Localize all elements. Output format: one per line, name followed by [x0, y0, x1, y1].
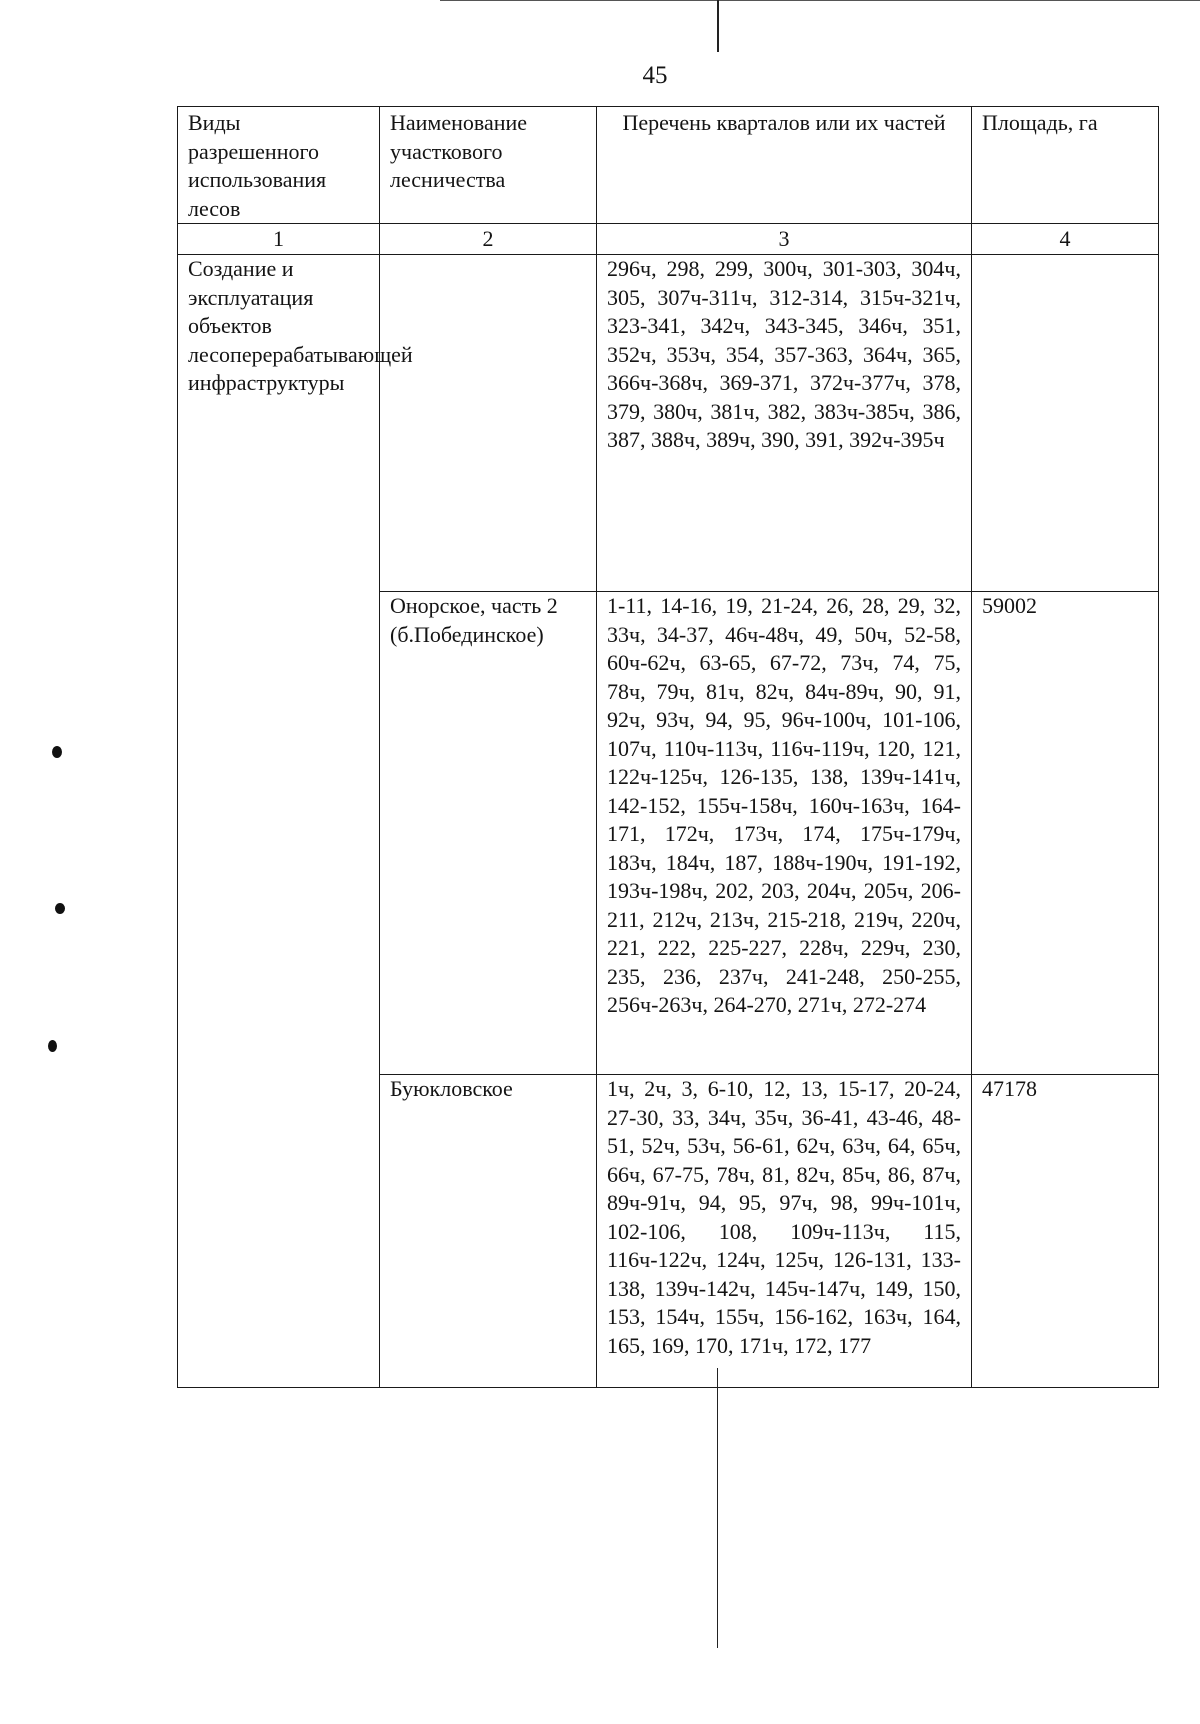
- header-use-type: Виды разрешенного использования лесов: [178, 107, 380, 224]
- header-area: Площадь, га: [972, 107, 1159, 224]
- forestry-cell: [380, 255, 597, 592]
- area-cell: [972, 255, 1159, 592]
- table-row: [178, 255, 1159, 592]
- use-type-cell: Создание и эксплуатация объектов лесоперерабатывающей инфраструктуры: [178, 255, 380, 1388]
- column-number-4: 4: [972, 224, 1159, 255]
- header-quarters: Перечень кварталов или их частей: [597, 107, 972, 224]
- quarters-cell: 296ч, 298, 299, 300ч, 301-303, 304ч, 305, 307ч-311ч, 312-314, 315ч-321ч, 323-341, 342ч, 343-345, 346ч, 351, 352ч, 353ч, 354, 357-363, 364ч, 365, 366ч-368ч, 369-371, 372ч-377ч, 378, 379, 380ч, 381ч, 382, 383ч-385ч, 386, 387, 388ч, 389ч, 390, 391, 392ч-395ч: [597, 255, 972, 592]
- forestry-cell: Онорское, часть 2 (б.Побединское): [380, 592, 597, 1075]
- area-cell: 59002: [972, 592, 1159, 1075]
- column-number-1: 1: [178, 224, 380, 255]
- scan-speck: [52, 746, 62, 758]
- header-forestry: Наименование участкового лесничества: [380, 107, 597, 224]
- table-header-row: [178, 107, 1159, 224]
- scan-top-edge: [440, 0, 1200, 1]
- page-number: 45: [642, 62, 668, 89]
- quarters-table: [177, 106, 1159, 1388]
- quarters-cell: 1ч, 2ч, 3, 6-10, 12, 13, 15-17, 20-24, 27-30, 33, 34ч, 35ч, 36-41, 43-46, 48-51, 52ч, 53ч, 56-61, 62ч, 63ч, 64, 65ч, 66ч, 67-75, 78ч, 81, 82ч, 85ч, 86, 87ч, 89ч-91ч, 94, 95, 97ч, 98, 99ч-101ч, 102-106, 108, 109ч-113ч, 115, 116ч-122ч, 124ч, 125ч, 126-131, 133-138, 139ч-142ч, 145ч-147ч, 149, 150, 153, 154ч, 155ч, 156-162, 163ч, 164, 165, 169, 170, 171ч, 172, 177: [597, 1075, 972, 1388]
- column-number-row: [178, 224, 1159, 255]
- column-number-2: 2: [380, 224, 597, 255]
- column-number-3: 3: [597, 224, 972, 255]
- quarters-cell: 1-11, 14-16, 19, 21-24, 26, 28, 29, 32, 33ч, 34-37, 46ч-48ч, 49, 50ч, 52-58, 60ч-62ч, 63-65, 67-72, 73ч, 74, 75, 78ч, 79ч, 81ч, 82ч, 84ч-89ч, 90, 91, 92ч, 93ч, 94, 95, 96ч-100ч, 101-106, 107ч, 110ч-113ч, 116ч-119ч, 120, 121, 122ч-125ч, 126-135, 138, 139ч-141ч, 142-152, 155ч-158ч, 160ч-163ч, 164-171, 172ч, 173ч, 174, 175ч-179ч, 183ч, 184ч, 187, 188ч-190ч, 191-192, 193ч-198ч, 202, 203, 204ч, 205ч, 206-211, 212ч, 213ч, 215-218, 219ч, 220ч, 221, 222, 225-227, 228ч, 229ч, 230, 235, 236, 237ч, 241-248, 250-255, 256ч-263ч, 264-270, 271ч, 272-274: [597, 592, 972, 1075]
- forestry-cell: Буюкловское: [380, 1075, 597, 1388]
- scan-binding-line-bottom: [717, 1368, 718, 1648]
- scan-binding-line-top: [717, 0, 719, 52]
- scan-speck: [48, 1040, 57, 1052]
- scan-speck: [55, 903, 65, 914]
- area-cell: 47178: [972, 1075, 1159, 1388]
